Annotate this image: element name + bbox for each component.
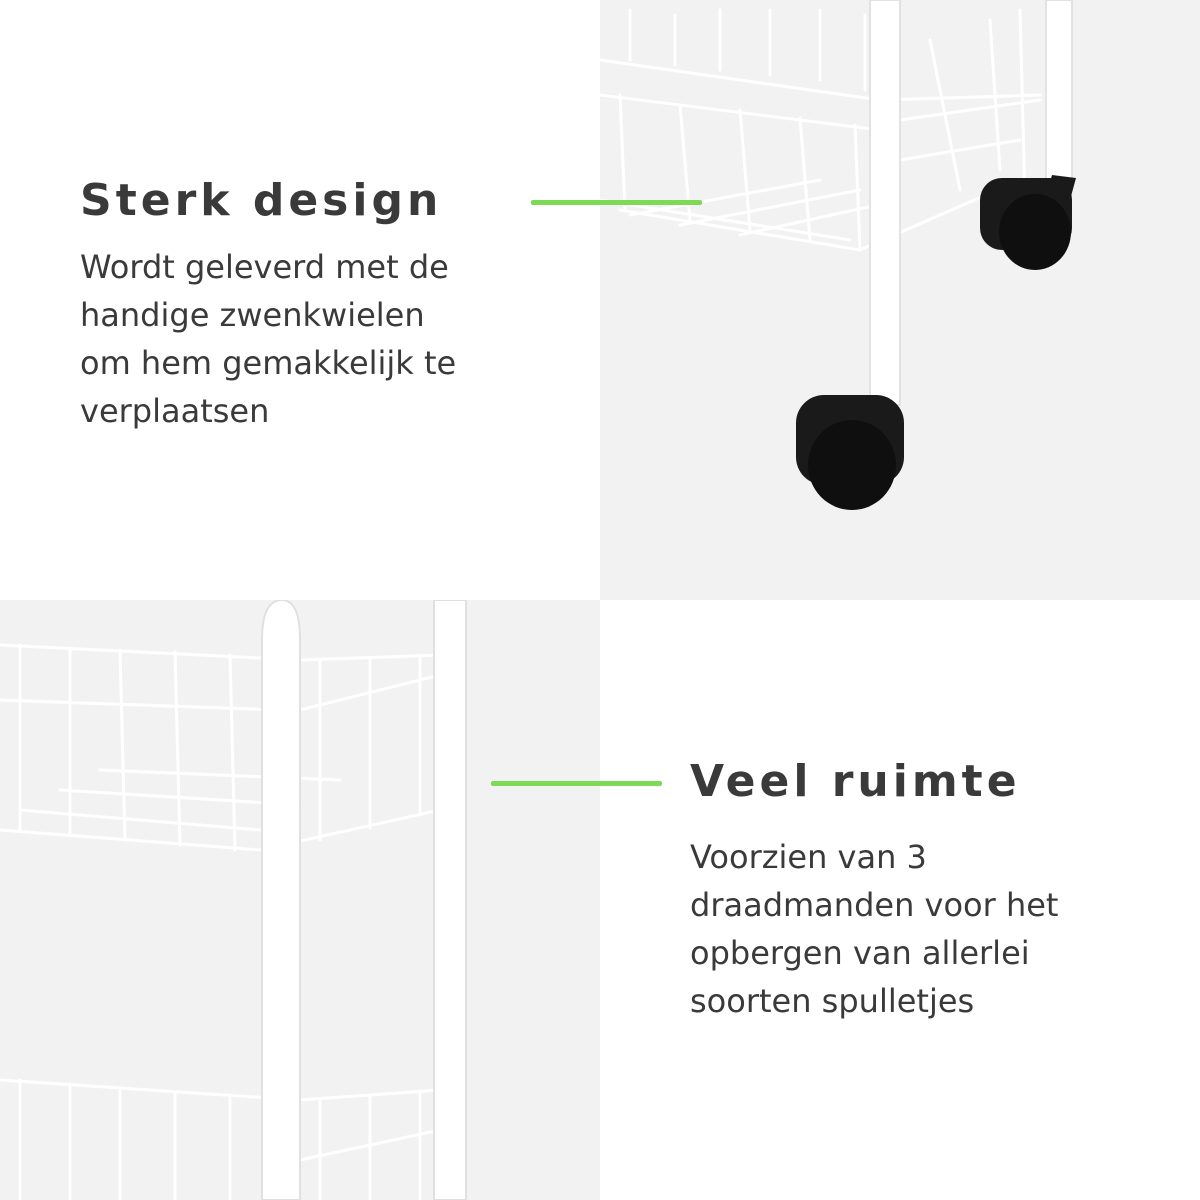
feature-title-veel-ruimte: Veel ruimte	[690, 756, 1021, 807]
accent-connector-line	[491, 781, 662, 786]
accent-connector-line	[531, 200, 702, 205]
caster-wheels-photo	[600, 0, 1200, 600]
feature-description-sterk-design: Wordt geleverd met de handige zwenkwielen om hem gemakkelijk te verplaatsen	[80, 248, 457, 430]
caster-wheels-illustration	[600, 0, 1200, 600]
feature-title-sterk-design: Sterk design	[80, 175, 443, 226]
wire-baskets-photo	[0, 600, 600, 1200]
feature-description-veel-ruimte: Voorzien van 3 draadmanden voor het opbergen van allerlei soorten spulletjes	[690, 838, 1059, 1020]
wire-baskets-illustration	[0, 600, 600, 1200]
